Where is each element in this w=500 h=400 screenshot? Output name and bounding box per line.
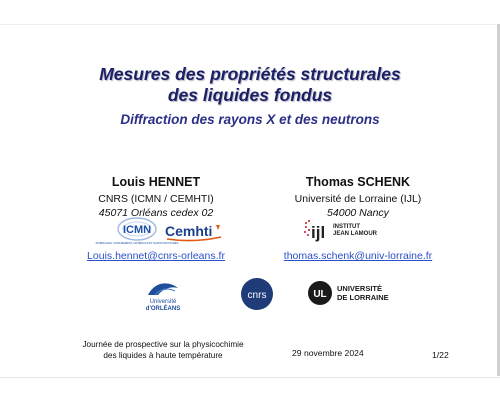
ijl-logo-line2: JEAN LAMOUR (333, 231, 378, 237)
author-2-email-link[interactable]: thomas.schenk@univ-lorraine.fr (283, 250, 433, 262)
slide-title-line-1: Mesures des propriétés structurales (99, 64, 401, 84)
orleans-logo (143, 278, 183, 312)
footer-date: 29 novembre 2024 (292, 348, 364, 358)
footer-event (58, 339, 268, 361)
author-1-address: 45071 Orléans cedex 02 (98, 207, 214, 219)
author-1-email-link[interactable]: Louis.hennet@cnrs-orleans.fr (87, 250, 225, 262)
icmn-logo (95, 216, 179, 246)
author-1-name: Louis HENNET (111, 175, 201, 189)
author-1-affiliation: CNRS (ICMN / CEMHTI) (98, 193, 214, 205)
lorraine-logo-line2: DE LORRAINE (337, 293, 389, 302)
ijl-logo (303, 217, 378, 245)
ijl-dots-icon (304, 220, 310, 236)
footer-event-line1: Journée de prospective sur la physicochimie (82, 340, 244, 349)
icmn-logo-tagline: INTERFACES, CONFINEMENT, MATÉRIAUX ET NANOSTRUCTURES (95, 242, 179, 245)
ijl-logo-mark: ijl (311, 223, 326, 242)
page-number: 1/22 (432, 350, 449, 360)
cnrs-logo-text: cnrs (247, 290, 267, 301)
lorraine-logo-line1: UNIVERSITÉ (337, 284, 383, 293)
slide-subtitle: Diffraction des rayons X et des neutrons (120, 112, 380, 127)
lorraine-logo-mark: UL (313, 289, 327, 300)
cemhti-accent-icon (216, 225, 220, 230)
author-2-name: Thomas SCHENK (305, 175, 411, 189)
cemhti-logo-text: Cemhti (165, 223, 213, 239)
icmn-logo-text: ICMN (122, 224, 152, 236)
orleans-logo-line1: Université (149, 299, 177, 305)
lorraine-logo (307, 280, 387, 306)
author-2-address: 54000 Nancy (327, 207, 389, 219)
orleans-logo-line2: d'ORLÉANS (145, 306, 181, 312)
slide-title-line-2: des liquides fondus (167, 85, 333, 105)
footer-event-line2: des liquides à haute température (103, 351, 223, 360)
ijl-logo-line1: INSTITUT (333, 224, 360, 230)
cemhti-logo (164, 222, 224, 242)
cnrs-logo (240, 277, 274, 311)
author-2-affiliation: Université de Lorraine (IJL) (294, 193, 422, 205)
